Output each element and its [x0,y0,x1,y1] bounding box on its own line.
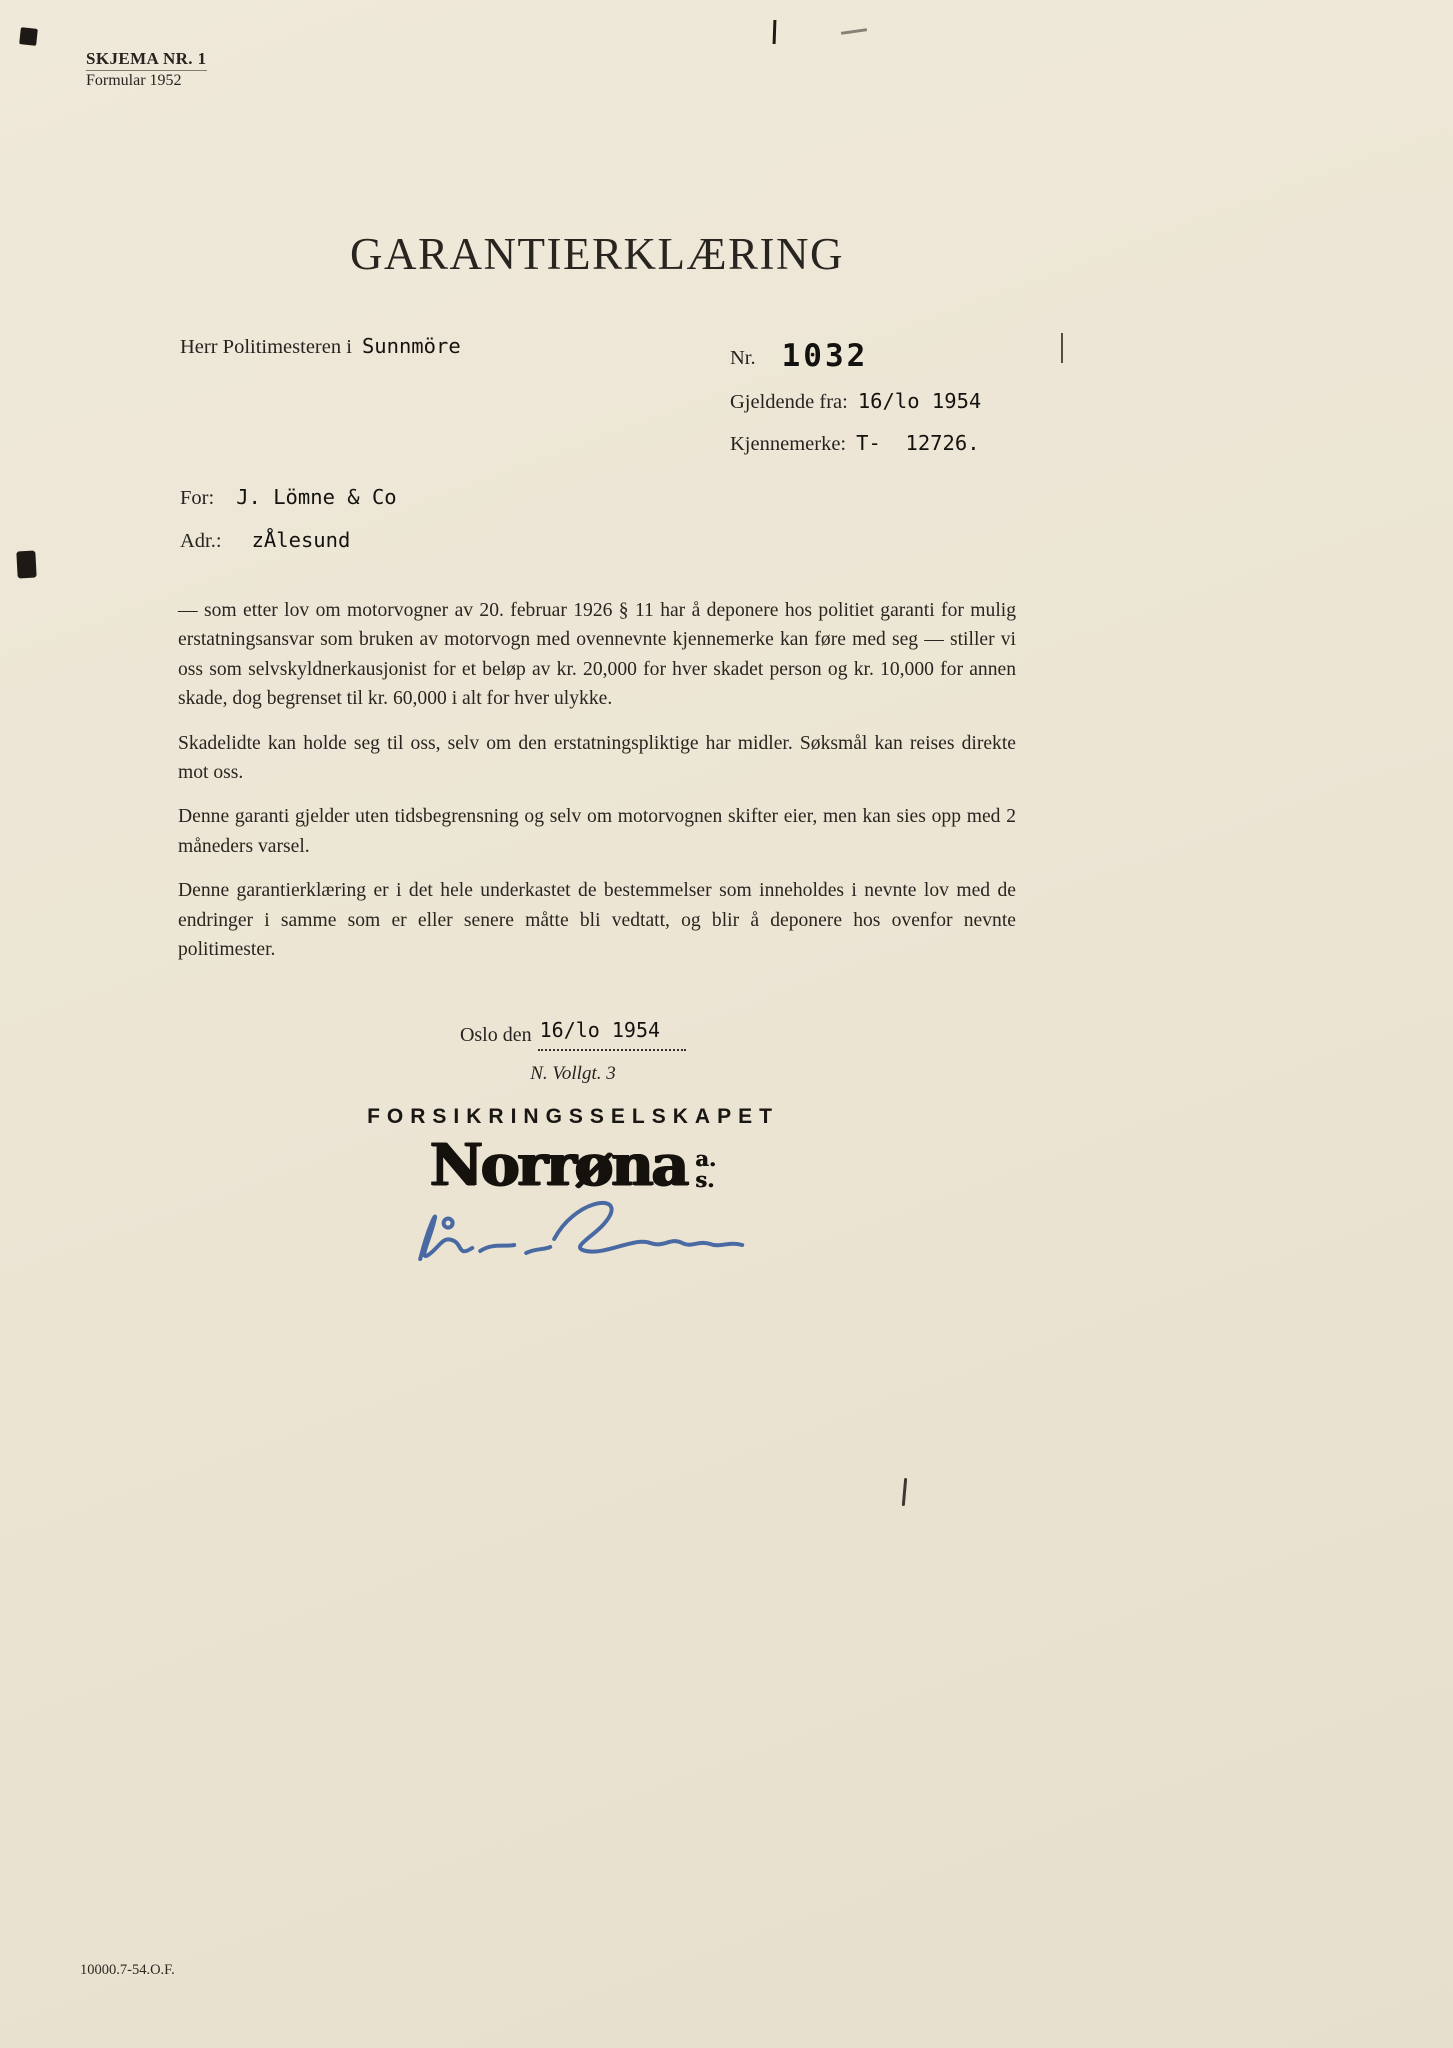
valid-from-value: 16/lo 1954 [857,389,982,413]
valid-from-label: Gjeldende fra: [730,391,848,413]
print-code: 10000.7-54.O.F. [80,1962,175,1978]
form-identifier [86,48,207,91]
addressee-value: Sunnmöre [361,334,461,358]
handwritten-signature [178,1193,968,1289]
logo-as-bottom: s. [695,1167,715,1192]
adr-value: zÅlesund [251,528,351,552]
scan-artifact [19,27,38,46]
form-year: Formular 1952 [86,72,182,90]
meta-row-number [730,336,981,372]
adr-label: Adr.: [180,530,222,552]
norrona-logo [178,1131,968,1199]
closing-block [178,1018,968,1289]
place-date-line [178,1018,968,1051]
paragraph: — som etter lov om motorvogner av 20. februar 1926 § 11 har å deponere hos politiet garanti for mulig erstatningsansvar som bruken av motorvogn med ovennevnte kjennemerke kan føre med seg — stiller vi oss som selvskyldnerkausjonist for et beløp av kr. 20,000 for hver skadet person og kr. 10,000 for annen skade, dog begrenset til kr. 60,000 i alt for hver ulykke. [178,600,1016,710]
number-value: 1032 [781,338,869,374]
scan-artifact [1061,333,1063,363]
plate-value: T- 12726. [856,431,980,455]
holder-address-row [180,528,350,553]
page-title: GARANTIERKLÆRING [350,229,844,279]
scan-artifact [841,28,867,35]
company-name: FORSIKRINGSSELSKAPET [367,1105,779,1128]
date-value: 16/lo 1954 [539,1018,661,1042]
scan-artifact [16,551,36,579]
signature-ink-icon [398,1193,778,1289]
number-label: Nr. [730,347,756,369]
logo-as-top: a. [695,1146,717,1171]
addressee-label: Herr Politimesteren i [180,336,352,358]
place-label: Oslo den [459,1024,532,1046]
for-value: J. Lömne & Co [236,485,397,509]
paragraph: Skadelidte kan holde seg til oss, selv om den erstatningspliktige har midler. Søksmål kan reises direkte mot oss. [178,732,1016,783]
for-label: For: [180,487,215,509]
body-text [178,596,1016,979]
addressee-row [180,334,461,359]
meta-row-valid-from [730,389,981,414]
scan-artifact [902,1478,907,1506]
paragraph: Denne garanti gjelder uten tidsbegrensning og selv om motorvognen skifter eier, men kan sies opp med 2 måneders varsel. [178,806,1016,857]
paragraph: Denne garantierklæring er i det hele underkastet de bestemmelser som inneholdes i nevnte lov med de endringer i samme som er eller senere måtte bli vedtatt, og blir å deponere hos ovenfor nevnte politimester. [178,880,1016,960]
meta-block [730,336,981,473]
logo-as-suffix [695,1148,716,1190]
form-number: SKJEMA NR. 1 [86,48,207,71]
date-dotted-line [538,1018,686,1051]
scan-artifact [773,20,777,44]
plate-label: Kjennemerke: [730,433,847,455]
logo-wordmark: Norrøna [429,1131,688,1199]
street-address: N. Vollgt. 3 [530,1063,616,1084]
meta-row-plate [730,431,981,456]
holder-name-row [180,485,397,510]
